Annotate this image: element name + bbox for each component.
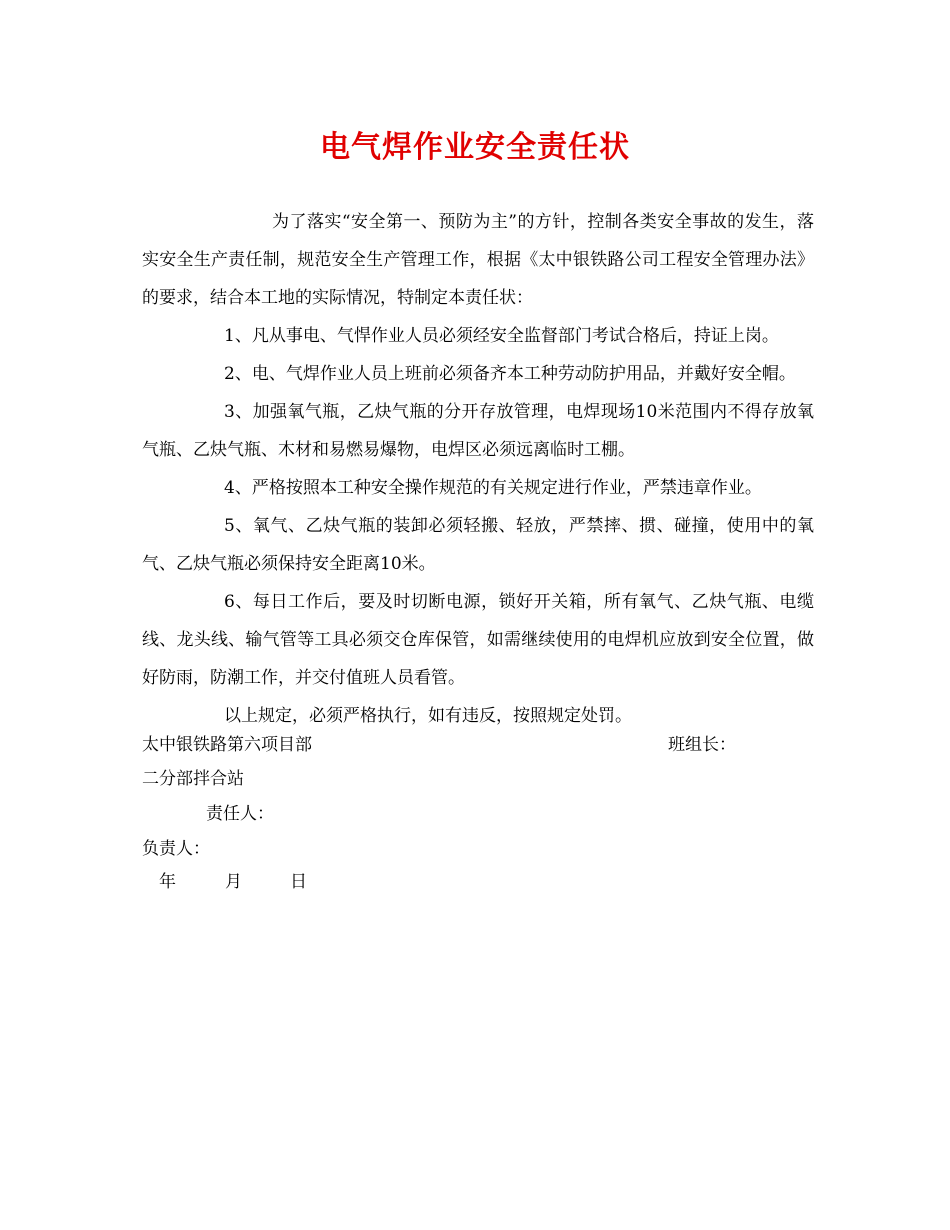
rule-item-2: 2、电、气焊作业人员上班前必须备齐本工种劳动防护用品，并戴好安全帽。 bbox=[224, 364, 796, 384]
date-year-label: 年 bbox=[159, 872, 176, 892]
org-name-line2: 二分部拌合站 bbox=[142, 769, 244, 789]
date-day-label: 日 bbox=[290, 872, 307, 892]
rule-item-3: 3、加强氧气瓶，乙炔气瓶的分开存放管理，电焊现场10米范围内不得存放氧气瓶、乙炔气瓶、木材和易燃易爆物，电焊区必须远离临时工棚。 bbox=[142, 402, 814, 460]
date-month-label: 月 bbox=[225, 872, 242, 892]
document-title: 电气焊作业安全责任状 bbox=[320, 130, 630, 165]
rule-item-5: 5、氧气、乙炔气瓶的装卸必须轻搬、轻放，严禁摔、掼、碰撞，使用中的氧气、乙炔气瓶必须保持安全距离10米。 bbox=[142, 516, 814, 574]
principal-label: 负责人： bbox=[142, 839, 210, 859]
document-body bbox=[142, 203, 814, 735]
team-leader-label: 班组长： bbox=[668, 735, 736, 755]
org-name-line1: 太中银铁路第六项目部 bbox=[142, 735, 312, 755]
rule-item-4: 4、严格按照本工种安全操作规范的有关规定进行作业，严禁违章作业。 bbox=[224, 478, 762, 498]
rule-item-1: 1、凡从事电、气悍作业人员必须经安全监督部门考试合格后，持证上岗。 bbox=[224, 326, 779, 346]
responsible-label: 责任人： bbox=[206, 804, 274, 824]
rule-item-6: 6、每日工作后，要及时切断电源，锁好开关箱，所有氧气、乙炔气瓶、电缆线、龙头线、输气管等工具必须交仓库保管，如需继续使用的电焊机应放到安全位置，做好防雨，防潮工作，并交付值班人员看管。 bbox=[142, 592, 814, 688]
closing-paragraph: 以上规定，必须严格执行，如有违反，按照规定处罚。 bbox=[224, 706, 632, 726]
intro-paragraph: 为了落实“安全第一、预防为主”的方针，控制各类安全事故的发生，落实安全生产责任制，规范安全生产管理工作，根据《太中银铁路公司工程安全管理办法》的要求，结合本工地的实际情况，特制定本责任状： bbox=[142, 212, 814, 308]
